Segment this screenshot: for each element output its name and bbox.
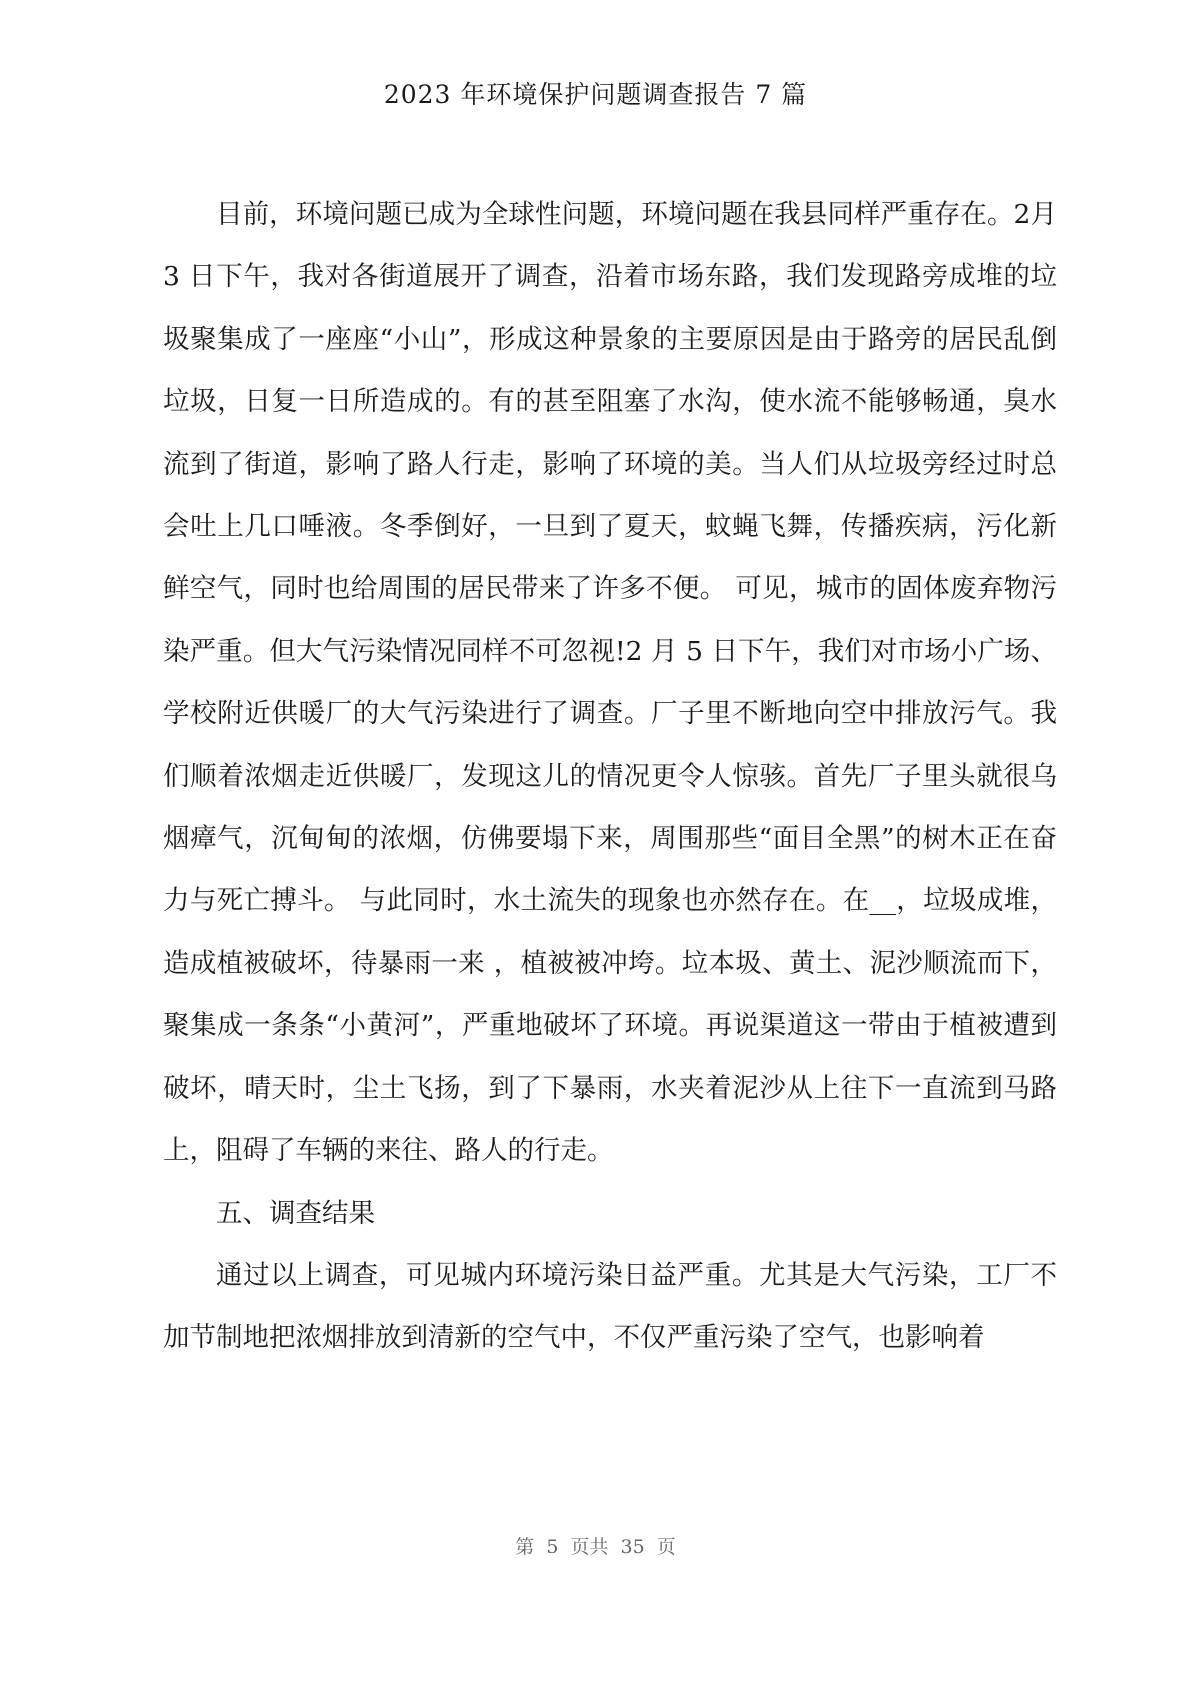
document-title: 2023 年环境保护问题调查报告 7 篇 <box>383 80 808 109</box>
page-number-footer: 第 5 页共 35 页 <box>515 1536 676 1558</box>
paragraph-results: 通过以上调查，可见城内环境污染日益严重。尤其是大气污染，工厂不加节制地把浓烟排放到清新的空气中，不仅严重污染了空气，也影响着 <box>163 1259 1057 1354</box>
section-heading-results: 五、调查结果 <box>216 1197 375 1229</box>
paragraph-investigation: 目前，环境问题已成为全球性问题，环境问题在我县同样严重存在。2月 3 日下午，我对各街道展开了调查，沿着市场东路，我们发现路旁成堆的垃圾聚集成了一座座“小山”，形成这种景象的主要原因是由于路旁的居民乱倒垃圾，日复一日所造成的。有的甚至阻塞了水沟，使水流不能够畅通，臭水流到了街道，影响了路人行走，影响了环境的美。当人们从垃圾旁经过时总会吐上几口唾液。冬季倒好，一旦到了夏天，蚊蝇飞舞，传播疾病，污化新鲜空气，同时也给周围的居民带来了许多不便。 可见，城市的固体废弃物污染严重。但大气污染情况同样不可忽视!2 月 5 日下午，我们对市场小广场、学校附近供暖厂的大气污染进行了调查。厂子里不断地向空中排放污气。我们顺着浓烟走近供暖厂，发现这儿的情况更令人惊骇。首先厂子里头就很乌烟瘴气，沉甸甸的浓烟，仿佛要塌下来，周围那些“面目全黑”的树木正在奋力与死亡搏斗。 与此同时，水土流失的现象也亦然存在。在__，垃圾成堆，造成植被破坏，待暴雨一来 ，植被被冲垮。垃本圾、黄土、泥沙顺流而下，聚集成一条条“小黄河”，严重地破坏了环境。再说渠道这一带由于植被遭到破坏，晴天时，尘土飞扬，到了下暴雨，水夹着泥沙从上往下一直流到马路上，阻碍了车辆的来往、路人的行走。 <box>163 199 1057 1167</box>
document-body <box>163 184 1057 1370</box>
